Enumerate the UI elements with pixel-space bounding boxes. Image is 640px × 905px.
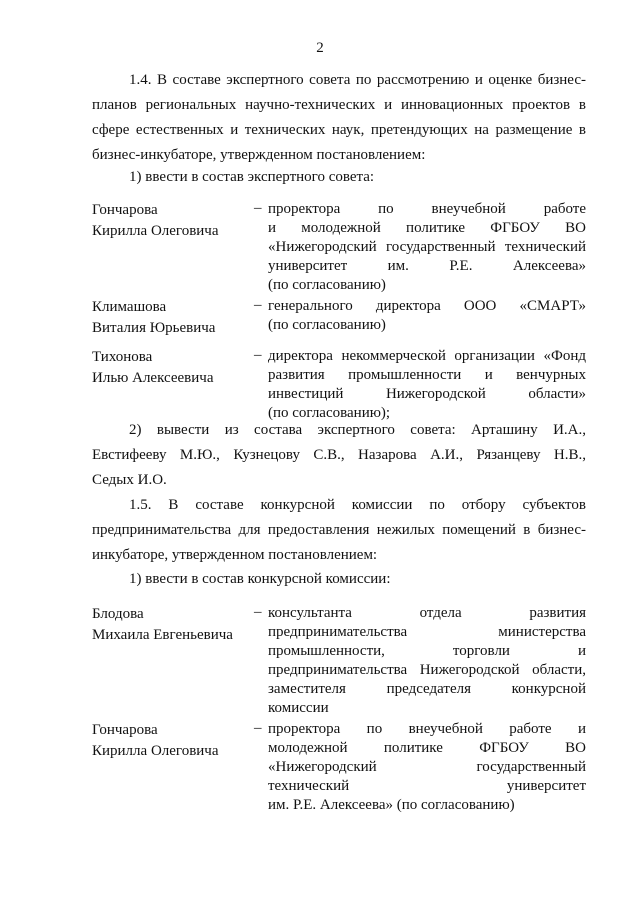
member-dash: – bbox=[254, 200, 262, 216]
position-line: (по согласованию) bbox=[268, 317, 386, 333]
position-line: консультанта отдела развития bbox=[268, 605, 586, 621]
position-line: (по согласованию); bbox=[268, 405, 391, 421]
member-name bbox=[92, 200, 219, 242]
paragraph-line: бизнес-инкубаторе, утвержденном постановлением: bbox=[92, 147, 426, 163]
member-surname: Тихонова bbox=[92, 349, 153, 365]
list-item-add-council: 1) ввести в состав экспертного совета: bbox=[129, 169, 375, 185]
position-line: предпринимательства министерства bbox=[268, 624, 586, 640]
member-given-name: Виталия Юрьевича bbox=[92, 320, 216, 336]
position-line: университет им. Р.Е. Алексеева» bbox=[268, 258, 586, 274]
position-line: инвестиций Нижегородской области» bbox=[268, 386, 586, 402]
member-surname: Гончарова bbox=[92, 722, 158, 738]
member-position bbox=[268, 297, 586, 335]
paragraph-1-5 bbox=[92, 493, 586, 568]
position-line: им. Р.Е. Алексеева» (по согласованию) bbox=[268, 797, 515, 813]
member-surname: Климашова bbox=[92, 299, 167, 315]
paragraph-line: 2) вывести из состава экспертного совета: Арташину И.А., bbox=[129, 422, 586, 438]
member-given-name: Кирилла Олеговича bbox=[92, 223, 219, 239]
member-given-name: Кирилла Олеговича bbox=[92, 743, 219, 759]
member-dash: – bbox=[254, 347, 262, 363]
member-position bbox=[268, 604, 586, 718]
position-line: проректора по внеучебной работе и bbox=[268, 721, 586, 737]
member-surname: Гончарова bbox=[92, 202, 158, 218]
member-position bbox=[268, 347, 586, 423]
position-line: генерального директора ООО «СМАРТ» bbox=[268, 298, 586, 314]
position-line: «Нижегородский государственный bbox=[268, 759, 586, 775]
member-name bbox=[92, 297, 215, 339]
member-name bbox=[92, 604, 233, 646]
paragraph-line: предпринимательства для предоставления нежилых помещений в бизнес- bbox=[92, 522, 586, 538]
list-item-add-commission: 1) ввести в состав конкурсной комиссии: bbox=[129, 571, 391, 587]
page-number: 2 bbox=[316, 40, 324, 56]
member-given-name: Михаила Евгеньевича bbox=[92, 627, 233, 643]
member-name bbox=[92, 347, 213, 389]
paragraph-line: 1.4. В составе экспертного совета по рассмотрению и оценке бизнес- bbox=[129, 72, 586, 88]
position-line: молодежной политике ФГБОУ ВО bbox=[268, 740, 586, 756]
paragraph-line: 1.5. В составе конкурсной комиссии по отбору субъектов bbox=[129, 497, 586, 513]
member-surname: Блодова bbox=[92, 606, 144, 622]
position-line: промышленности, торговли и bbox=[268, 643, 586, 659]
member-dash: – bbox=[254, 720, 262, 736]
member-dash: – bbox=[254, 297, 262, 313]
paragraph-line: сфере естественных и технических наук, претендующих на размещение в bbox=[92, 122, 586, 138]
member-position bbox=[268, 720, 586, 815]
position-line: «Нижегородский государственный технический bbox=[268, 239, 586, 255]
position-line: и молодежной политике ФГБОУ ВО bbox=[268, 220, 586, 236]
position-line: технический университет bbox=[268, 778, 586, 794]
member-position bbox=[268, 200, 586, 295]
paragraph-line: Евстифееву М.Ю., Кузнецову С.В., Назарова А.И., Рязанцеву Н.В., bbox=[92, 447, 586, 463]
paragraph-line: Седых И.О. bbox=[92, 472, 167, 488]
position-line: директора некоммерческой организации «Фонд bbox=[268, 348, 586, 364]
member-given-name: Илью Алексеевича bbox=[92, 370, 214, 386]
member-dash: – bbox=[254, 604, 262, 620]
position-line: развития промышленности и венчурных bbox=[268, 367, 586, 383]
position-line: комиссии bbox=[268, 700, 329, 716]
position-line: предпринимательства Нижегородской области, bbox=[268, 662, 586, 678]
position-line: проректора по внеучебной работе bbox=[268, 201, 586, 217]
position-line: заместителя председателя конкурсной bbox=[268, 681, 586, 697]
paragraph-1-4 bbox=[92, 68, 586, 168]
list-item-remove-council bbox=[92, 418, 586, 493]
paragraph-line: планов региональных научно-технических и инновационных проектов в bbox=[92, 97, 586, 113]
position-line: (по согласованию) bbox=[268, 277, 386, 293]
member-name bbox=[92, 720, 219, 762]
paragraph-line: инкубаторе, утвержденном постановлением: bbox=[92, 547, 378, 563]
